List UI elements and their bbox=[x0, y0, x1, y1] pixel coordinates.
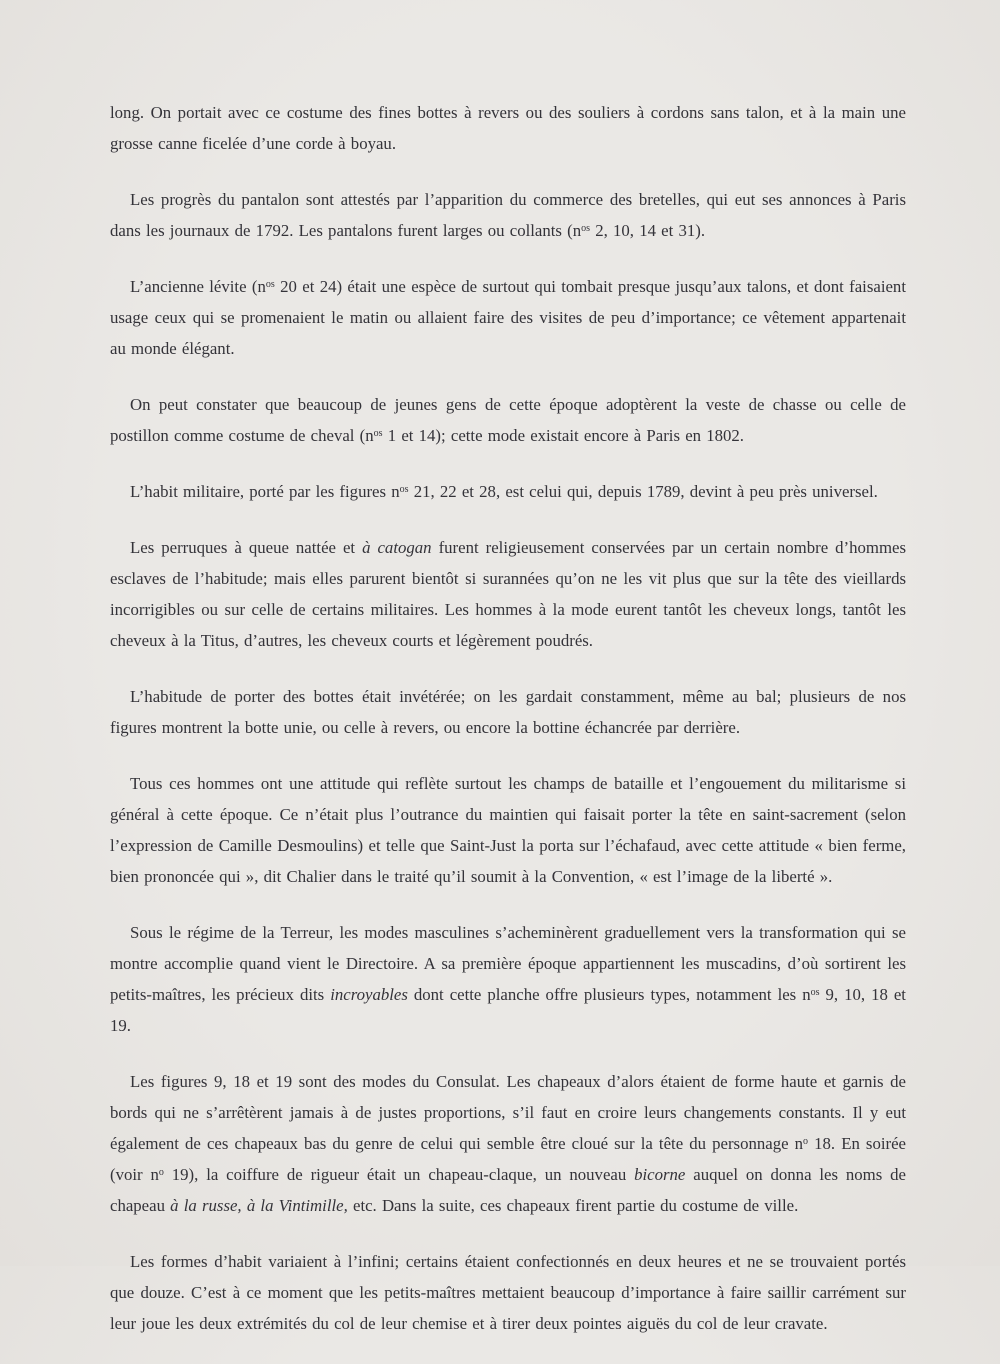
body-text: 19), la coiffure de rigueur était un chapeau-claque, un nouveau bbox=[163, 1165, 635, 1184]
body-text: Les formes d’habit variaient à l’infini; certains étaient confectionnés en deux heures et ne se trouvaient portés que douze. C’est à ce moment que les petits-maîtres mettaient beaucoup d’importance à faire saillir carrément sur leur joue les deux extrémités du col de leur chemise et à tirer deux pointes aiguës du col de leur cravate. bbox=[110, 1252, 906, 1333]
paragraph bbox=[110, 271, 906, 364]
body-text: Les figures 9, 18 et 19 sont des modes du Consulat. Les chapeaux d’alors étaient de forme haute et garnis de bords qui ne s’arrêtèrent jamais à de justes proportions, s’il faut en croire leurs changements constants. Il y eut également de ces chapeaux bas du genre de celui qui semble être cloué sur la tête du personnage n bbox=[110, 1072, 906, 1153]
paragraph bbox=[110, 389, 906, 451]
body-text: 9, 10, 18 et 19. bbox=[110, 985, 906, 1035]
italic-text: bicorne bbox=[634, 1165, 686, 1184]
body-text: furent religieusement conservées par un certain nombre d’hommes esclaves de l’habitude; mais elles parurent bientôt si surannées qu’on ne les vit plus que sur la tête des vieillards incorrigibles ou sur celle de certains militaires. Les hommes à la mode eurent tantôt les cheveux longs, tantôt les cheveux à la Titus, d’autres, les cheveux courts et légèrement poudrés. bbox=[110, 538, 906, 650]
body-text: Sous le régime de la Terreur, les modes masculines s’acheminèrent graduellement vers la transformation qui se montre accomplie quand vient le Directoire. A sa première époque appartiennent les muscadins, d’où sortirent les petits-maîtres, les précieux dits bbox=[110, 923, 906, 1004]
body-text: On peut constater que beaucoup de jeunes gens de cette époque adoptèrent la veste de chasse ou celle de postillon comme costume de cheval (n bbox=[110, 395, 906, 445]
body-text: dont cette planche offre plusieurs types, notamment les n bbox=[407, 985, 811, 1004]
paragraph bbox=[110, 476, 906, 507]
paragraph bbox=[110, 1246, 906, 1339]
body-text: L’ancienne lévite (n bbox=[130, 277, 266, 296]
body-text: long. On portait avec ce costume des fines bottes à revers ou des souliers à cordons sans talon, et à la main une grosse canne ficelée d’une corde à boyau. bbox=[110, 103, 906, 153]
superscript-text: os bbox=[581, 223, 591, 234]
italic-text: à la russe, à la Vintimille, bbox=[170, 1196, 348, 1215]
body-text: L’habitude de porter des bottes était invétérée; on les gardait constamment, même au bal; plusieurs de nos figures montrent la botte unie, ou celle à revers, ou encore la bottine échancrée par derrière. bbox=[110, 687, 906, 737]
body-text: 2, 10, 14 et 31). bbox=[590, 221, 706, 240]
text-block bbox=[110, 97, 906, 1364]
body-text: 1 et 14); cette mode existait encore à Paris en 1802. bbox=[382, 426, 744, 445]
superscript-text: os bbox=[373, 428, 383, 439]
body-text: 18. En soirée (voir n bbox=[110, 1134, 906, 1184]
body-text: Tous ces hommes ont une attitude qui reflète surtout les champs de bataille et l’engouement du militarisme si général à cette époque. Ce n’était plus l’outrance du maintien qui faisait porter la tête en saint-sacrement (selon l’expression de Camille Desmoulins) et telle que Saint-Just la porta sur l’échafaud, avec cette attitude « bien ferme, bien prononcée qui », dit Chalier dans le traité qu’il soumit à la Convention, « est l’image de la liberté ». bbox=[110, 774, 906, 886]
paragraph bbox=[110, 681, 906, 743]
superscript-text: os bbox=[399, 484, 409, 495]
body-text: auquel on donna les noms de chapeau bbox=[110, 1165, 906, 1215]
italic-text: à catogan bbox=[362, 538, 432, 557]
paragraph bbox=[110, 532, 906, 656]
paragraph bbox=[110, 97, 906, 159]
body-text: 20 et 24) était une espèce de surtout qui tombait presque jusqu’aux talons, et dont faisaient usage ceux qui se promenaient le matin ou allaient faire des visites de peu d’importance; ce vêtement appartenait au monde élégant. bbox=[110, 277, 906, 358]
paragraph bbox=[110, 768, 906, 892]
superscript-text: os bbox=[810, 987, 820, 998]
body-text: etc. Dans la suite, ces chapeaux firent partie du costume de ville. bbox=[347, 1196, 799, 1215]
italic-text: incroyables bbox=[330, 985, 408, 1004]
superscript-text: os bbox=[265, 279, 275, 290]
superscript-text: o bbox=[803, 1136, 809, 1147]
superscript-text: o bbox=[158, 1167, 164, 1178]
body-text: 21, 22 et 28, est celui qui, depuis 1789, devint à peu près universel. bbox=[408, 482, 878, 501]
paragraph bbox=[110, 184, 906, 246]
body-text: Les perruques à queue nattée et bbox=[130, 538, 363, 557]
paragraph bbox=[110, 1066, 906, 1221]
body-text: Les progrès du pantalon sont attestés par l’apparition du commerce des bretelles, qui eut ses annonces à Paris dans les journaux de 1792. Les pantalons furent larges ou collants (n bbox=[110, 190, 906, 240]
paragraph bbox=[110, 917, 906, 1041]
body-text: L’habit militaire, porté par les figures n bbox=[130, 482, 400, 501]
